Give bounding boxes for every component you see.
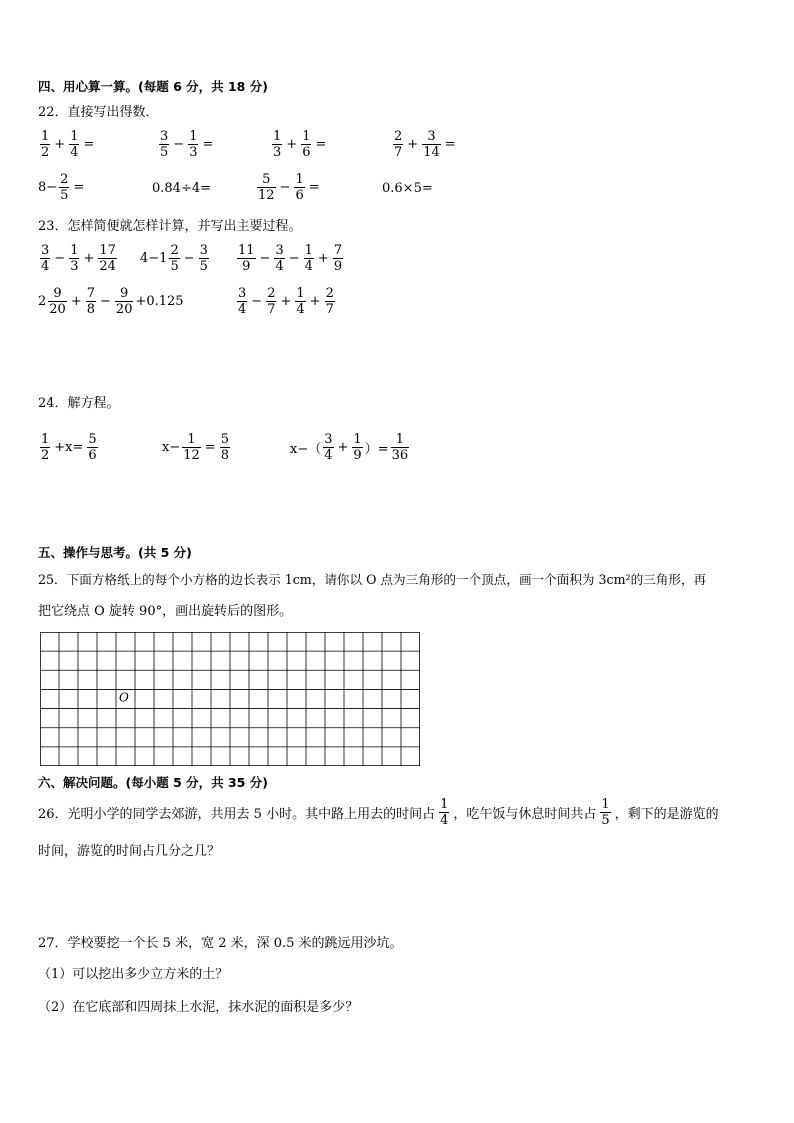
q23-expr4: 2 $\frac{9}{20}$ + $\frac{7}{8}$ − $\frac{9}{20}$ +0.125 [38, 286, 184, 317]
q22-title: 22．直接写出得数． [38, 105, 159, 120]
q24-equation1: $\frac{1}{2}$ +x= $\frac{5}{6}$ [41, 432, 97, 463]
q24-equation2: x− $\frac{1}{12}$ = $\frac{5}{8}$ [162, 432, 229, 463]
q26-text-line2: 时间，游览的时间占几分之几？ [38, 844, 221, 859]
fraction: $\frac{5}{8}$ [220, 432, 229, 463]
square-grid[interactable] [40, 632, 420, 766]
q23-expr1: $\frac{3}{4}$ − $\frac{1}{3}$ + $\frac{17}{24}$ [41, 243, 116, 274]
fraction: $\frac{1}{4}$ [304, 243, 313, 274]
q23-expr5: $\frac{3}{4}$ − $\frac{2}{7}$ + $\frac{1}{4}$ + $\frac{2}{7}$ [238, 286, 334, 317]
q24-equation3: x−（ $\frac{3}{4}$ + $\frac{1}{9}$ ）= $\frac{1}{36}$ [290, 432, 409, 463]
q25-text-line1: 25．下面方格纸上的每个小方格的边长表示 1cm，请你以 O 点为三角形的一个顶点，画一个面积为 3cm²的三角形，再 [38, 572, 707, 587]
fraction: $\frac{2}{5}$ [170, 243, 179, 274]
q22-row2-expr4: 0.6×5= [382, 181, 433, 196]
q27-title: 27．学校要挖一个长 5 米，宽 2 米，深 0.5 米的跳远用沙坑。 [38, 936, 403, 951]
fraction: $\frac{11}{9}$ [238, 243, 255, 274]
fraction: $\frac{2}{7}$ [267, 286, 276, 317]
fraction: $\frac{7}{9}$ [333, 243, 343, 274]
q23-title: 23．怎样简便就怎样计算，并写出主要过程。 [38, 219, 302, 234]
q27-sub2: （2）在它底部和四周抹上水泥，抹水泥的面积是多少？ [38, 1000, 359, 1015]
q22-row1-expr2: $\frac{3}{5}$ − $\frac{1}{3}$ = [160, 129, 214, 160]
q23-expr2: 4−1 $\frac{2}{5}$ − $\frac{3}{5}$ [140, 243, 208, 274]
q22-row1-expr3: $\frac{1}{3}$ + $\frac{1}{6}$ = [273, 129, 327, 160]
q22-row2-expr1: 8− $\frac{2}{5}$ = [38, 172, 85, 203]
fraction: $\frac{3}{14}$ [423, 129, 440, 160]
fraction: $\frac{1}{3}$ [273, 129, 282, 160]
fraction: $\frac{2}{7}$ [325, 286, 334, 317]
fraction: $\frac{1}{12}$ [183, 432, 200, 463]
fraction: $\frac{3}{4}$ [41, 243, 50, 274]
fraction: $\frac{1}{2}$ [41, 129, 50, 160]
fraction: $\frac{1}{5}$ [601, 797, 610, 828]
fraction: $\frac{7}{8}$ [86, 286, 96, 317]
fraction: $\frac{1}{36}$ [391, 432, 409, 463]
fraction: $\frac{1}{9}$ [353, 432, 362, 463]
fraction: $\frac{9}{20}$ [49, 286, 66, 317]
fraction: $\frac{3}{4}$ [238, 286, 247, 317]
fraction: $\frac{17}{24}$ [99, 243, 116, 274]
q22-row1-expr4: $\frac{2}{7}$ + $\frac{3}{14}$ = [394, 129, 456, 160]
fraction: $\frac{3}{4}$ [324, 432, 333, 463]
fraction: $\frac{3}{5}$ [199, 243, 208, 274]
fraction: $\frac{1}{6}$ [295, 172, 304, 203]
section4-heading: 四、用心算一算。(每题 6 分，共 18 分) [38, 79, 268, 94]
q23-expr3: $\frac{11}{9}$ − $\frac{3}{4}$ − $\frac{1}{4}$ + $\frac{7}{9}$ [238, 243, 343, 274]
q22-row1-expr1: $\frac{1}{2}$ + $\frac{1}{4}$ = [41, 129, 95, 160]
fraction: $\frac{2}{7}$ [394, 129, 403, 160]
fraction: $\frac{1}{4}$ [70, 129, 79, 160]
fraction: $\frac{3}{4}$ [275, 243, 284, 274]
q25-text-line2: 把它绕点 O 旋转 90°，画出旋转后的图形。 [38, 604, 293, 619]
fraction: $\frac{1}{2}$ [41, 432, 50, 463]
fraction: $\frac{5}{6}$ [88, 432, 97, 463]
q22-row2-expr2: 0.84÷4= [152, 181, 212, 196]
fraction: $\frac{1}{6}$ [302, 129, 311, 160]
q22-row2-expr3: $\frac{5}{12}$ − $\frac{1}{6}$ = [258, 172, 320, 203]
point-o-label: O [119, 690, 129, 705]
fraction: $\frac{3}{5}$ [160, 129, 169, 160]
q27-sub1: （1）可以挖出多少立方米的土？ [38, 967, 229, 982]
fraction: $\frac{1}{3}$ [70, 243, 79, 274]
q24-title: 24．解方程。 [38, 396, 120, 411]
q26-text-line1: 26．光明小学的同学去郊游，共用去 5 小时。其中路上用去的时间占 $\frac{1}{4}$ ，吃午饭与休息时间共占 $\frac{1}{5}$ ，剩下的是游览的 [38, 797, 719, 828]
section5-heading: 五、操作与思考。(共 5 分) [38, 545, 192, 560]
fraction: $\frac{1}{4}$ [440, 797, 449, 828]
fraction: $\frac{9}{20}$ [115, 286, 133, 317]
section6-heading: 六、解决问题。(每小题 5 分，共 35 分) [38, 775, 268, 790]
fraction: $\frac{1}{4}$ [296, 286, 305, 317]
fraction: $\frac{5}{12}$ [258, 172, 275, 203]
fraction: $\frac{1}{3}$ [189, 129, 198, 160]
fraction: $\frac{2}{5}$ [60, 172, 69, 203]
